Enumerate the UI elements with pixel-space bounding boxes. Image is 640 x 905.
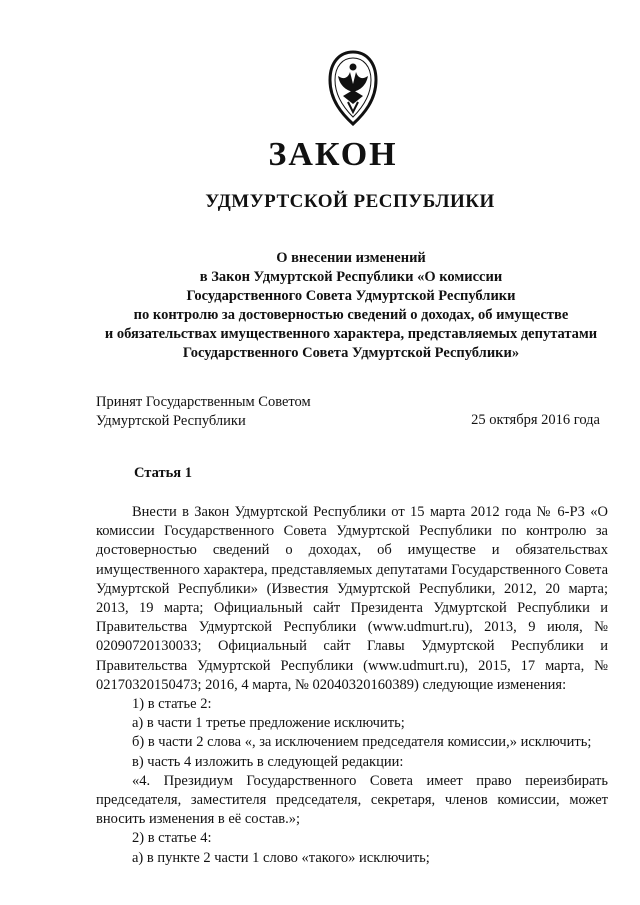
amendment-item: в) часть 4 изложить в следующей редакции: xyxy=(132,753,404,770)
adoption-statement xyxy=(96,393,311,431)
article-body xyxy=(96,503,608,868)
adoption-date: 25 октября 2016 года xyxy=(471,412,600,428)
amendment-item: а) в части 1 третье предложение исключить; xyxy=(132,715,405,732)
amendment-quote: «4. Президиум Государственного Совета имеет право переизбирать председателя, заместителя председателя, секретаря, членов комиссии, может вносить изменения в её состав.»; xyxy=(96,772,608,828)
document-subtitle: УДМУРТСКОЙ РЕСПУБЛИКИ xyxy=(205,191,495,212)
amendment-item: б) в части 2 слова «, за исключением председателя комиссии,» исключить; xyxy=(132,734,592,751)
law-name-line: в Закон Удмуртской Республики «О комиссии xyxy=(199,269,503,285)
amendment-item: 1) в статье 2: xyxy=(132,696,212,713)
amendment-item: а) в пункте 2 части 1 слово «такого» исключить; xyxy=(132,849,430,866)
coat-of-arms-icon xyxy=(326,50,380,126)
law-name-line: Государственного Совета Удмуртской Республики» xyxy=(182,345,520,361)
article-intro-paragraph: Внести в Закон Удмуртской Республики от 15 марта 2012 года № 6-РЗ «О комиссии Государственного Совета Удмуртской Республики по контролю за достоверностью сведений о доходах, об имуществе и обязательствах имущественного характера, представляемых депутатами Государственного Совета Удмуртской Республики» (Известия Удмуртской Республики, 2012, 20 марта; 2013, 19 марта; Официальный сайт Президента Удмуртской Республики и Правительства Удмуртской Республики (www.udmurt.ru), 2013, 9 июля, № 02090720130033; Официальный сайт Главы Удмуртской Республики и Правительства Удмуртской Республики (www.udmurt.ru), 2015, 17 марта, № 02170320150473; 2016, 4 марта, № 02040320160389) следующие изменения: xyxy=(96,504,608,693)
adoption-line: Принят Государственным Советом xyxy=(96,394,311,410)
article-heading: Статья 1 xyxy=(134,465,192,481)
law-name-line: по контролю за достоверностью сведений о доходах, об имуществе xyxy=(133,307,569,323)
amendment-item: 2) в статье 4: xyxy=(132,830,212,847)
law-name-line: и обязательствах имущественного характера, представляемых депутатами xyxy=(104,326,598,342)
adoption-line: Удмуртской Республики xyxy=(96,413,246,429)
law-name-line: О внесении изменений xyxy=(276,250,426,266)
law-name xyxy=(96,249,606,363)
law-name-line: Государственного Совета Удмуртской Республики xyxy=(186,288,516,304)
document-title: ЗАКОН xyxy=(268,136,398,173)
